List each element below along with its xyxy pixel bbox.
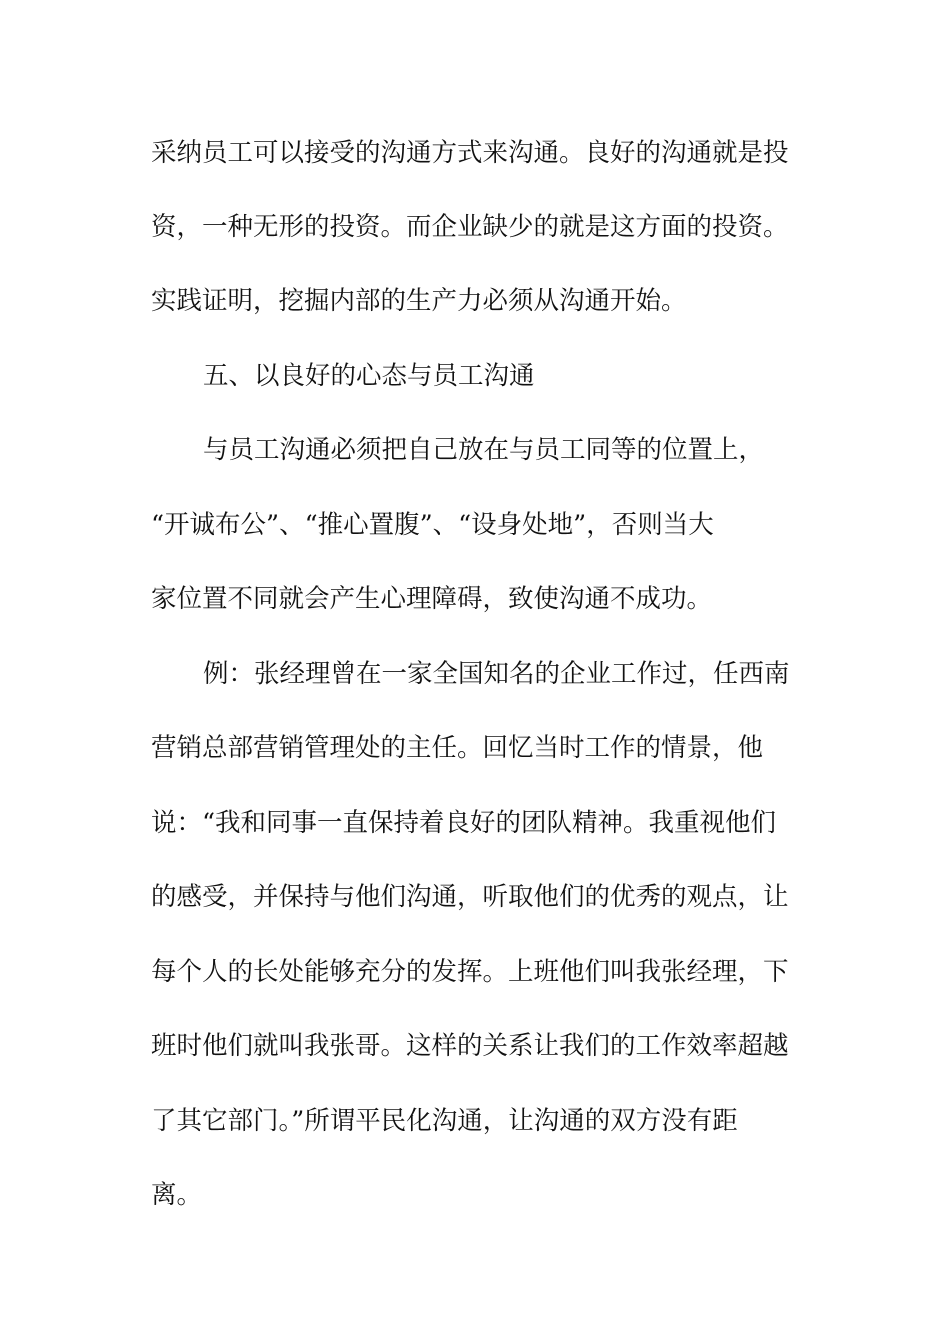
section-heading: 五、以良好的心态与员工沟通 <box>203 361 535 391</box>
body-line: 家位置不同就会产生心理障碍，致使沟通不成功。 <box>151 584 713 614</box>
body-line: 离。 <box>151 1180 203 1210</box>
body-line: 的感受，并保持与他们沟通，听取他们的优秀的观点，让 <box>151 882 789 912</box>
body-line: 资，一种无形的投资。而企业缺少的就是这方面的投资。 <box>151 212 789 242</box>
body-line: 采纳员工可以接受的沟通方式来沟通。良好的沟通就是投 <box>151 138 789 168</box>
body-line: 说：“我和同事一直保持着良好的团队精神。我重视他们 <box>151 808 777 838</box>
body-line: 营销总部营销管理处的主任。回忆当时工作的情景，他 <box>151 733 764 763</box>
body-line: 每个人的长处能够充分的发挥。上班他们叫我张经理，下 <box>151 957 789 987</box>
body-line: 了其它部门。”所谓平民化沟通，让沟通的双方没有距 <box>151 1106 738 1136</box>
body-line: 班时他们就叫我张哥。这样的关系让我们的工作效率超越 <box>151 1031 789 1061</box>
body-line: 实践证明，挖掘内部的生产力必须从沟通开始。 <box>151 286 687 316</box>
paragraph-first-line: 与员工沟通必须把自己放在与员工同等的位置上， <box>203 435 765 465</box>
body-line: “开诚布公”、“推心置腹”、“设身处地”，否则当大 <box>151 510 714 540</box>
paragraph-first-line: 例：张经理曾在一家全国知名的企业工作过，任西南 <box>203 659 790 689</box>
